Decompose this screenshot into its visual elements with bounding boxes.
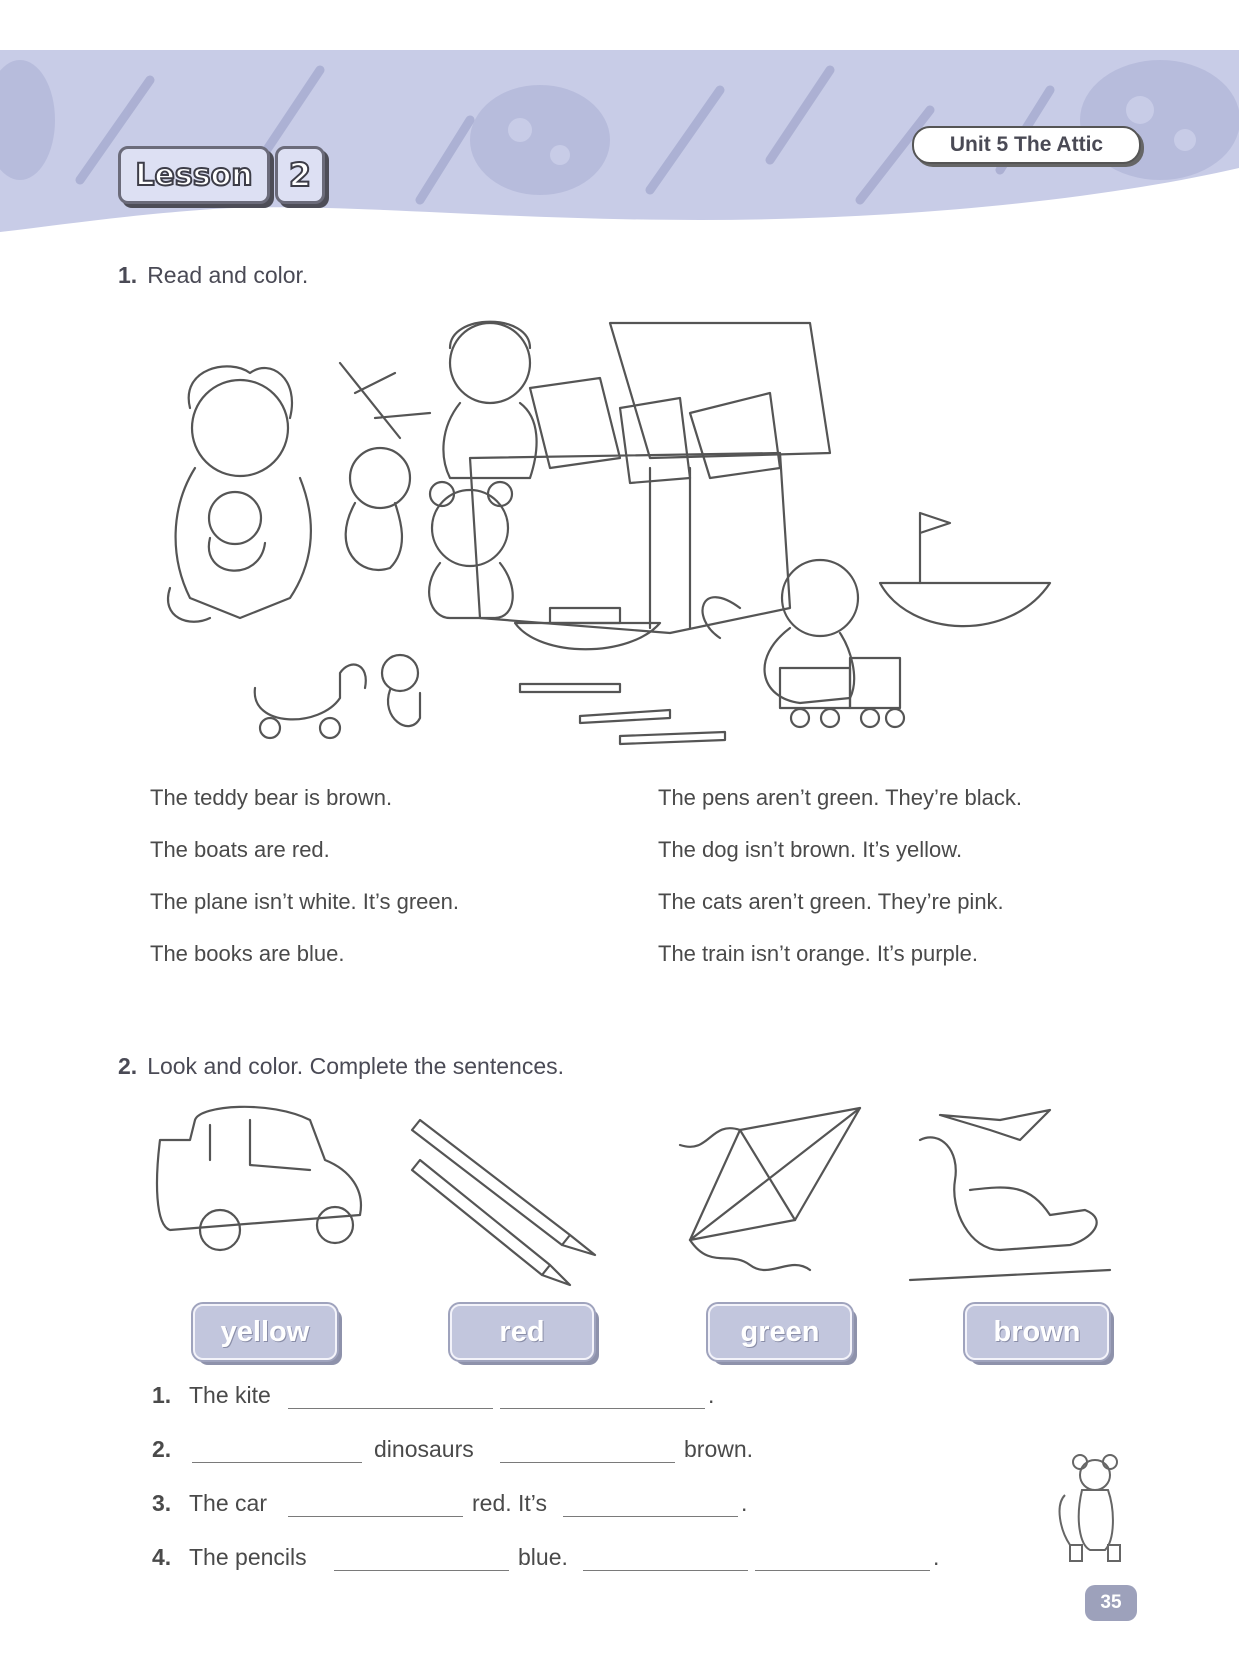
kite-drawing bbox=[680, 1108, 860, 1270]
ex2-item-4-blank-3[interactable] bbox=[755, 1570, 930, 1571]
lesson-number: 2 bbox=[275, 146, 325, 204]
sailboat bbox=[880, 513, 1050, 626]
ex2-item-4-number: 4. bbox=[152, 1544, 172, 1570]
attic-scene-illustration bbox=[150, 318, 1110, 798]
toy-boat bbox=[515, 608, 660, 649]
teddy-bear bbox=[429, 482, 513, 618]
ex1-sentence-left-2: The boats are red. bbox=[150, 837, 330, 862]
ex2-item-2-text-b: brown. bbox=[684, 1436, 754, 1462]
ex1-sentence-left-1: The teddy bear is brown. bbox=[150, 785, 393, 810]
boy-figure bbox=[443, 322, 536, 478]
unit-label: Unit 5 The Attic bbox=[912, 126, 1141, 164]
plane-toy bbox=[340, 363, 430, 438]
kitten-figure bbox=[209, 492, 265, 571]
exercise-1-heading bbox=[118, 262, 308, 289]
word-box-green: green bbox=[708, 1304, 852, 1360]
word-box-brown: brown bbox=[965, 1304, 1109, 1360]
tiger-toy bbox=[346, 448, 410, 570]
ex2-item-4-text-c: . bbox=[933, 1544, 940, 1570]
ex2-item-2-number: 2. bbox=[152, 1436, 172, 1462]
mouse-mascot-illustration bbox=[1050, 1450, 1135, 1570]
ex1-sentence-right-1: The pens aren’t green. They’re black. bbox=[658, 785, 1023, 810]
ex1-sentence-right-3: The cats aren’t green. They’re pink. bbox=[658, 889, 1004, 914]
ex2-item-1-text-a: The kite bbox=[189, 1382, 271, 1408]
toy-mouse bbox=[382, 655, 420, 726]
exercise-2-instruction: Look and color. Complete the sentences. bbox=[147, 1053, 565, 1079]
ex2-item-1-blank-2[interactable] bbox=[500, 1408, 705, 1409]
exercise-2-number: 2. bbox=[118, 1053, 138, 1079]
exercise-2-heading bbox=[118, 1053, 564, 1080]
ex2-item-2-blank-1[interactable] bbox=[192, 1462, 362, 1463]
ex2-item-4-blank-2[interactable] bbox=[583, 1570, 748, 1571]
ex1-sentence-left-4: The books are blue. bbox=[150, 941, 345, 966]
ex2-item-3-blank-1[interactable] bbox=[288, 1516, 463, 1517]
girl-figure bbox=[168, 366, 311, 621]
ex2-item-3-blank-2[interactable] bbox=[563, 1516, 738, 1517]
toy-dog bbox=[255, 665, 366, 738]
ex2-item-4-blank-1[interactable] bbox=[334, 1570, 509, 1571]
pencils-drawing bbox=[412, 1120, 595, 1285]
ex1-sentence-right-4: The train isn’t orange. It’s purple. bbox=[658, 941, 978, 966]
pens bbox=[520, 684, 725, 744]
dinosaurs-drawing bbox=[910, 1110, 1110, 1280]
ex2-item-2-text-a: dinosaurs bbox=[374, 1436, 474, 1462]
ex2-item-2-blank-2[interactable] bbox=[500, 1462, 675, 1463]
word-box-red: red bbox=[450, 1304, 594, 1360]
ex2-item-1-text-b: . bbox=[708, 1382, 715, 1408]
exercise-1-number: 1. bbox=[118, 262, 138, 288]
ex2-item-4-text-a: The pencils bbox=[189, 1544, 307, 1570]
exercise-1-instruction: Read and color. bbox=[147, 262, 309, 288]
toy-train bbox=[780, 658, 904, 727]
word-box-yellow: yellow bbox=[193, 1304, 337, 1360]
ex1-sentence-right-2: The dog isn’t brown. It’s yellow. bbox=[658, 837, 963, 862]
books bbox=[530, 378, 780, 483]
lesson-word: Lesson bbox=[118, 146, 270, 204]
ex2-item-3-text-a: The car bbox=[189, 1490, 267, 1516]
ex1-sentence-left-3: The plane isn’t white. It’s green. bbox=[150, 889, 459, 914]
objects-illustration bbox=[150, 1100, 1150, 1290]
ex2-item-3-text-b: red. It’s bbox=[472, 1490, 547, 1516]
ex2-item-1-number: 1. bbox=[152, 1382, 172, 1408]
page-number: 35 bbox=[1085, 1585, 1137, 1621]
ex2-item-3-number: 3. bbox=[152, 1490, 172, 1516]
ex2-item-4-text-b: blue. bbox=[518, 1544, 568, 1570]
ex2-item-1-blank-1[interactable] bbox=[288, 1408, 493, 1409]
ex2-item-3-text-c: . bbox=[741, 1490, 748, 1516]
car-drawing bbox=[157, 1107, 361, 1250]
